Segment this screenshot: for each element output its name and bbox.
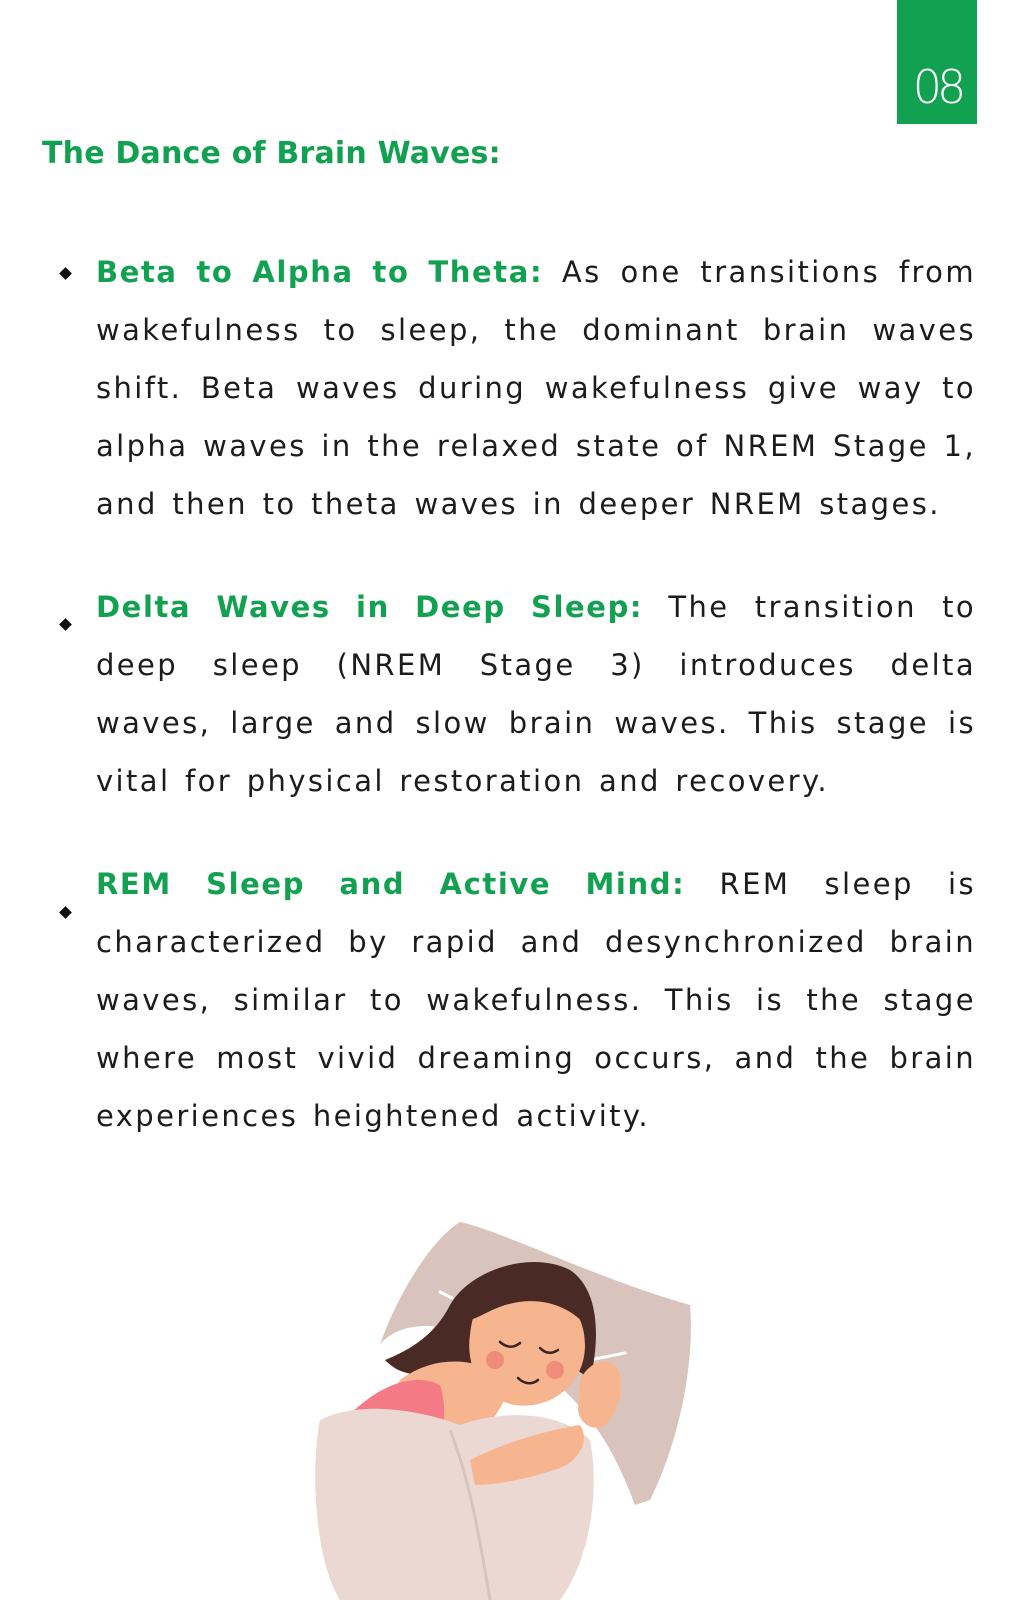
bullet-body: REM sleep is characterized by rapid and desynchronized brain waves, similar to wakefulness. This is the stage where most vivid dreaming occurs, and the brain experiences heightened activity.: [96, 867, 976, 1133]
bullet-paragraph: [96, 578, 976, 810]
bullet-body: As one transitions from wakefulness to sleep, the dominant brain waves shift. Beta waves during wakefulness give way to alpha waves in the relaxed state of NREM Stage 1, and then to theta waves in deeper NREM stages.: [96, 255, 976, 521]
bullet-item-beta-alpha-theta: [96, 243, 976, 533]
bullet-heading: Delta Waves in Deep Sleep:: [96, 590, 644, 624]
bullet-heading: Beta to Alpha to Theta:: [96, 255, 544, 289]
diamond-bullet-icon: [59, 267, 72, 280]
bullet-heading: REM Sleep and Active Mind:: [96, 867, 686, 901]
bullet-paragraph: [96, 243, 976, 533]
cheek: [546, 1361, 564, 1379]
diamond-bullet-icon: [59, 618, 72, 631]
diamond-bullet-icon: [59, 906, 72, 919]
section-title: The Dance of Brain Waves:: [42, 136, 501, 171]
cheek: [486, 1351, 504, 1369]
bullet-paragraph: [96, 855, 976, 1145]
bullet-body: The transition to deep sleep (NREM Stage 3) introduces delta waves, large and slow brain waves. This stage is vital for physical restoration and recovery.: [96, 590, 976, 798]
sleeping-woman-illustration: [300, 1210, 720, 1600]
page-number-badge: [897, 0, 977, 124]
bullet-item-delta-waves: [96, 578, 976, 810]
bullet-item-rem-sleep: [96, 855, 976, 1145]
page-number: 08: [912, 60, 962, 114]
